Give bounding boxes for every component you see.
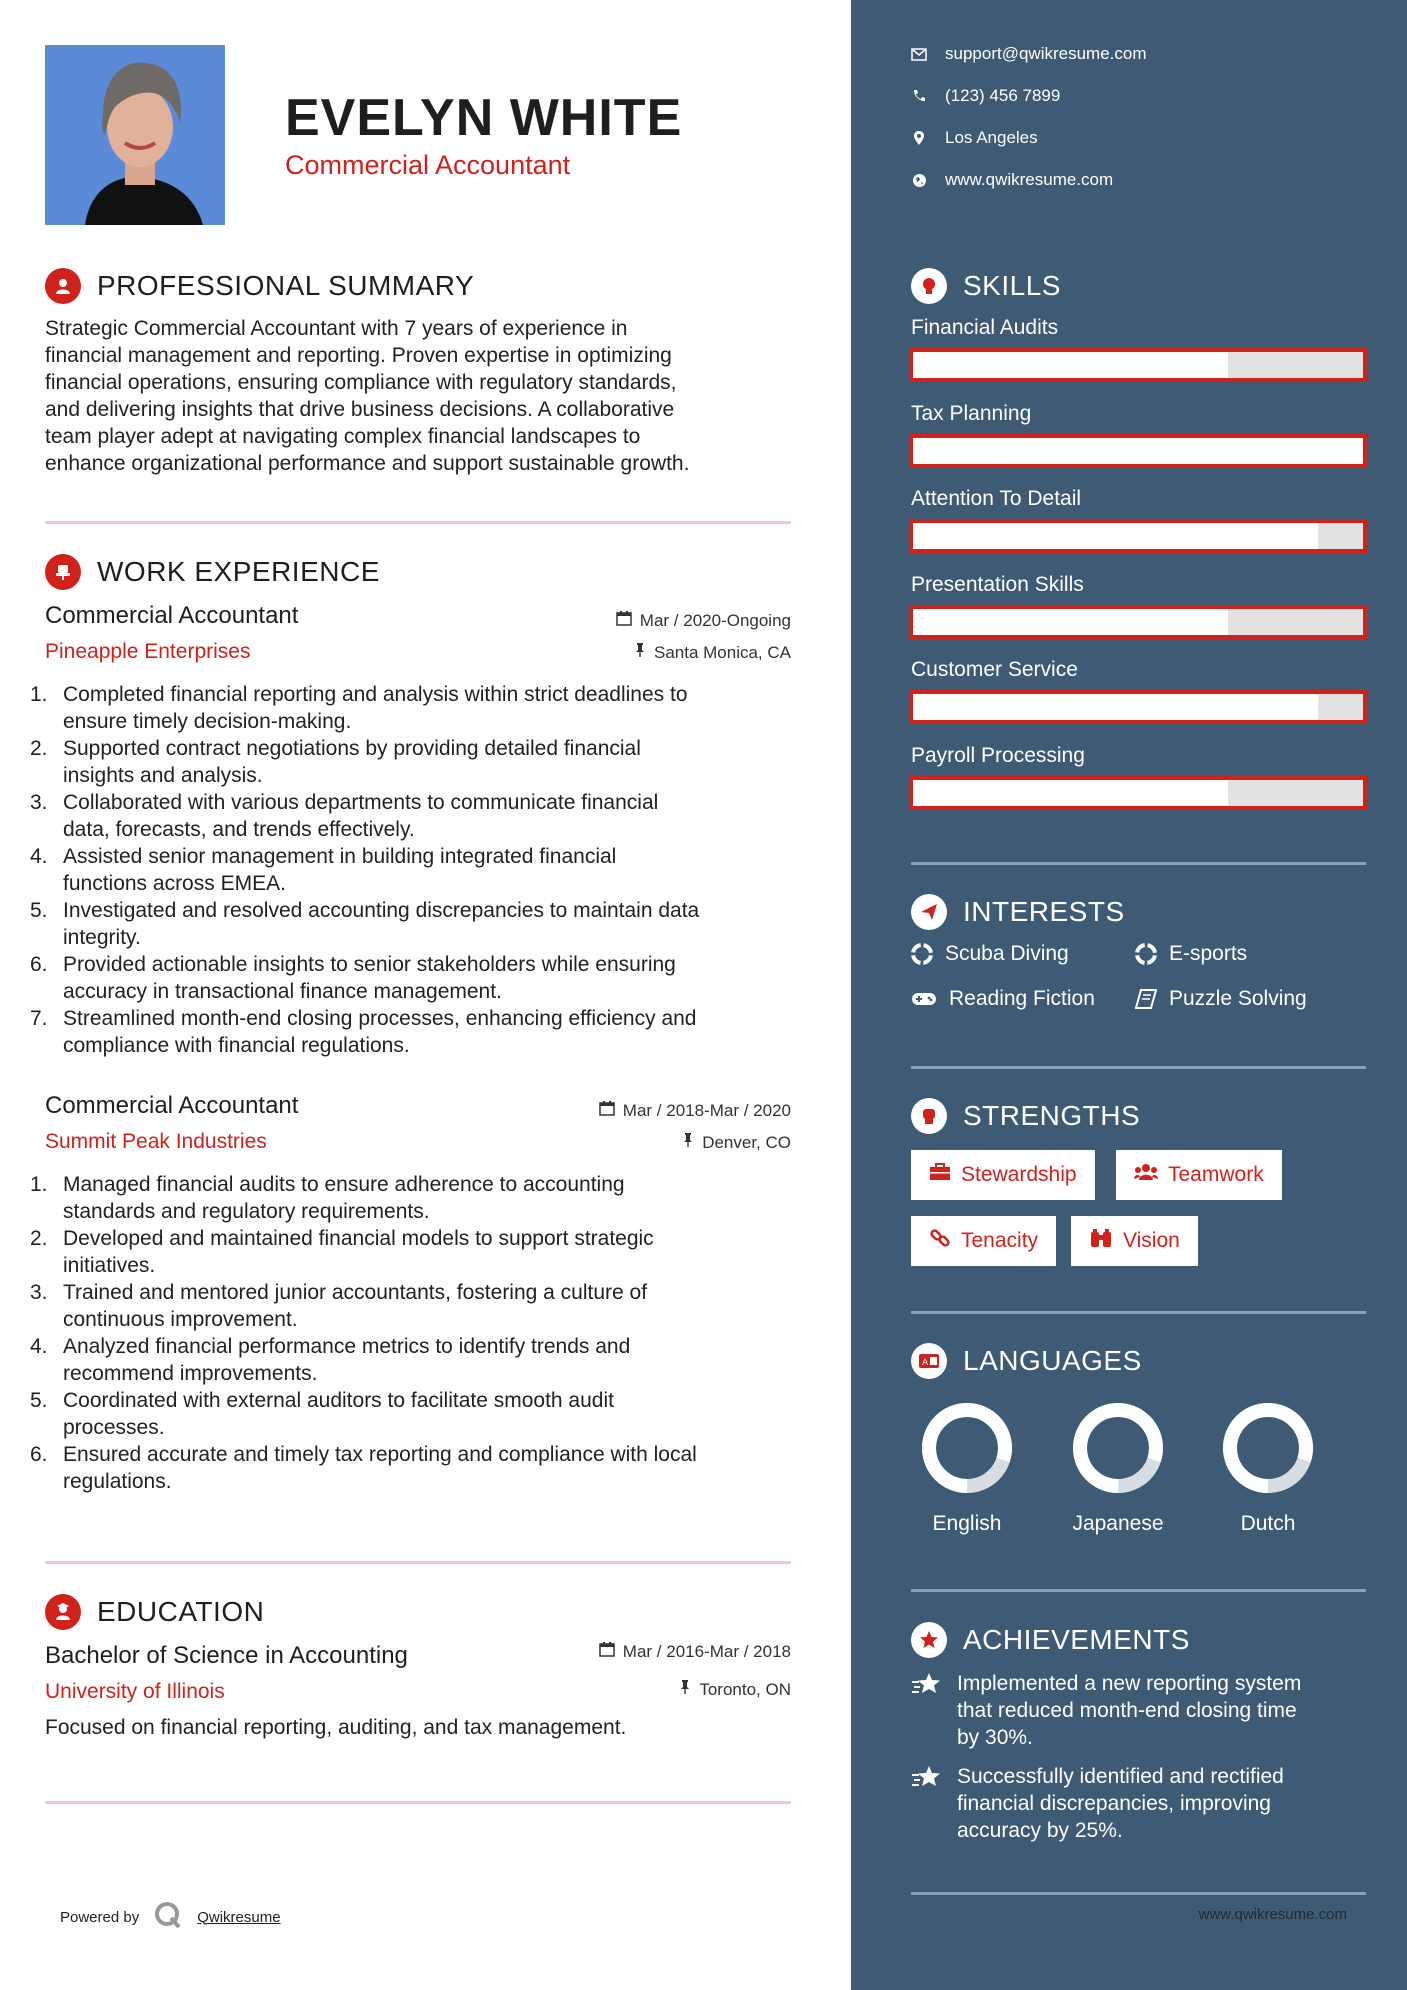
skill-bar-fill (913, 694, 1318, 720)
job-location-text: Denver, CO (702, 1132, 791, 1152)
language-ring (917, 1398, 1017, 1503)
skill-bar (909, 519, 1367, 553)
candidate-name: EVELYN WHITE (285, 89, 683, 147)
interests-heading (911, 894, 1125, 930)
contact-email[interactable] (911, 44, 1147, 64)
job-duties (30, 681, 800, 1059)
summary-line: Strategic Commercial Accountant with 7 years of experience in (45, 317, 628, 340)
job-dates (616, 610, 791, 631)
briefcase-chair-icon (45, 554, 81, 590)
skill-bar (909, 348, 1367, 382)
footer-url[interactable]: www.qwikresume.com (1198, 1906, 1347, 1923)
skill-label: Customer Service (911, 658, 1078, 681)
summary-line: team player adept at navigating complex financial landscapes to (45, 425, 641, 448)
language-ring (1068, 1398, 1168, 1503)
language-label: Japanese (1072, 1512, 1164, 1535)
experience-heading-text: WORK EXPERIENCE (97, 556, 380, 587)
strength-badge (1071, 1216, 1198, 1266)
job-dates (599, 1100, 791, 1121)
candidate-title: Commercial Accountant (285, 150, 571, 180)
skill-label: Payroll Processing (911, 743, 1085, 767)
achievements-heading (911, 1622, 1190, 1658)
powered-by (60, 1900, 281, 1934)
achievement-item: Successfully identified and rectified financial discrepancies, improving accuracy by 25%. (911, 1763, 1371, 1844)
education-location-text: Toronto, ON (699, 1679, 791, 1699)
sidebar-divider (911, 1066, 1366, 1069)
interests-heading-text: INTERESTS (963, 896, 1125, 927)
education-location (679, 1679, 791, 1700)
skills-heading-text: SKILLS (963, 270, 1061, 301)
strength-label: Stewardship (961, 1163, 1077, 1186)
skill-bar-fill (913, 438, 1363, 464)
job-location (634, 642, 791, 663)
education-dates-text: Mar / 2016-Mar / 2018 (622, 1641, 791, 1661)
list-item: 2. Developed and maintained financial models to support strategic initiatives. (30, 1227, 654, 1277)
strength-badge (911, 1150, 1095, 1200)
degree: Bachelor of Science in Accounting (45, 1642, 408, 1669)
list-item: 5. Investigated and resolved accounting discrepancies to maintain data integrity. (30, 899, 700, 949)
skill-bar (909, 776, 1367, 810)
education-description: Focused on financial reporting, auditing, and tax management. (45, 1716, 627, 1739)
skill-bar-fill (913, 523, 1318, 549)
strength-label: Vision (1123, 1229, 1180, 1252)
sidebar (851, 0, 1407, 1990)
interest-label: E-sports (1169, 942, 1248, 965)
job-title: Commercial Accountant (45, 602, 299, 629)
skills-heading (911, 268, 1061, 304)
interest-label: Reading Fiction (949, 987, 1095, 1010)
achievements-heading-text: ACHIEVEMENTS (963, 1624, 1190, 1655)
profile-photo (45, 45, 225, 225)
skill-bar-fill (913, 609, 1228, 635)
briefcase-icon (929, 1163, 951, 1187)
strengths-heading (911, 1098, 1140, 1134)
qwikresume-logo-icon (153, 1900, 183, 1934)
interest-item (911, 987, 1095, 1011)
list-item: 4. Assisted senior management in building integrated financial functions across EMEA. (30, 845, 617, 895)
education-heading-text: EDUCATION (97, 1596, 265, 1627)
star-icon (911, 1765, 943, 1844)
education-heading (45, 1594, 264, 1630)
contact-location-text: Los Angeles (945, 128, 1038, 147)
life-ring-icon (911, 943, 933, 965)
qwikresume-link[interactable]: Qwikresume (197, 1908, 281, 1926)
job-location-text: Santa Monica, CA (653, 642, 791, 662)
language-label: English (932, 1512, 1002, 1535)
pin-icon (679, 1679, 691, 1700)
star-badge-icon (911, 1622, 947, 1658)
list-item: 2. Supported contract negotiations by providing detailed financial insights and analysis. (30, 737, 641, 787)
lightbulb-icon (911, 268, 947, 304)
achievement-item: Implemented a new reporting system that reduced month-end closing time by 30%. (911, 1670, 1371, 1751)
section-divider (45, 521, 791, 524)
fist-icon (911, 1098, 947, 1134)
summary-text (45, 315, 795, 477)
envelope-icon (911, 46, 927, 62)
skill-bar-fill (913, 780, 1228, 806)
interest-item (1135, 987, 1307, 1011)
job-dates-text: Mar / 2020-Ongoing (639, 610, 791, 630)
skill-label: Tax Planning (911, 401, 1032, 425)
users-icon (1134, 1163, 1158, 1187)
powered-by-text: Powered by (60, 1908, 140, 1926)
summary-line: financial management and reporting. Proven expertise in optimizing (45, 344, 672, 367)
job-company: Summit Peak Industries (45, 1130, 267, 1153)
list-item: 1. Managed financial audits to ensure adherence to accounting standards and regulatory requirements. (30, 1173, 625, 1223)
gamepad-icon (911, 991, 937, 1007)
paper-plane-icon (911, 894, 947, 930)
strength-badge (1116, 1150, 1282, 1200)
calendar-icon (616, 610, 632, 631)
interest-label: Puzzle Solving (1169, 987, 1307, 1010)
list-item: 6. Ensured accurate and timely tax reporting and compliance with local regulations. (30, 1443, 697, 1493)
list-item: 5. Coordinated with external auditors to facilitate smooth audit processes. (30, 1389, 614, 1439)
star-icon (911, 1672, 943, 1751)
strengths-heading-text: STRENGTHS (963, 1100, 1141, 1131)
language-label: Dutch (1240, 1512, 1296, 1535)
job-title: Commercial Accountant (45, 1092, 299, 1119)
skill-label: Financial Audits (911, 316, 1059, 339)
summary-line: enhance organizational performance and support sustainable growth. (45, 452, 690, 475)
summary-line: and delivering insights that drive business decisions. A collaborative (45, 398, 675, 421)
contact-phone[interactable] (911, 86, 1060, 106)
skill-bar-fill (913, 352, 1228, 378)
calendar-icon (599, 1641, 615, 1662)
globe-icon (911, 172, 927, 188)
link-icon (929, 1227, 951, 1255)
contact-website[interactable] (911, 170, 1113, 190)
list-item: 6. Provided actionable insights to senior stakeholders while ensuring accuracy in transactional finance management. (30, 953, 676, 1003)
job-location (682, 1132, 791, 1153)
section-divider (45, 1561, 791, 1564)
job-duties (30, 1171, 800, 1495)
languages-heading-text: LANGUAGES (963, 1345, 1142, 1376)
map-pin-icon (911, 130, 927, 146)
skill-bar (909, 434, 1367, 468)
interest-item (1135, 942, 1247, 966)
strength-label: Tenacity (961, 1229, 1039, 1252)
book-icon (1135, 989, 1157, 1009)
contact-website-text: www.qwikresume.com (945, 170, 1114, 189)
school: University of Illinois (45, 1680, 225, 1703)
contact-phone-text: (123) 456 7899 (945, 86, 1061, 105)
list-item: 3. Collaborated with various departments to communicate financial data, forecasts, and trends effectively. (30, 791, 659, 841)
skill-label: Presentation Skills (911, 572, 1084, 596)
sidebar-divider (911, 1311, 1366, 1314)
list-item: 3. Trained and mentored junior accountants, fostering a culture of continuous improvement. (30, 1281, 648, 1331)
strength-label: Teamwork (1168, 1163, 1264, 1186)
contact-location (911, 128, 1038, 148)
graduate-icon (45, 1594, 81, 1630)
education-dates (599, 1641, 791, 1662)
summary-heading-text: PROFESSIONAL SUMMARY (97, 270, 475, 301)
interest-item (911, 942, 1069, 966)
interest-label: Scuba Diving (945, 942, 1069, 965)
experience-heading (45, 554, 380, 590)
sidebar-divider (911, 862, 1366, 865)
user-icon (45, 268, 81, 304)
list-item: 7. Streamlined month-end closing processes, enhancing efficiency and compliance with financial regulations. (30, 1007, 697, 1057)
pin-icon (634, 642, 646, 663)
languages-heading (911, 1343, 1142, 1379)
summary-heading (45, 268, 474, 304)
translate-icon (911, 1343, 947, 1379)
skill-label: Attention To Detail (911, 487, 1082, 510)
calendar-icon (599, 1100, 615, 1121)
summary-line: financial operations, ensuring compliance with regulatory standards, (45, 371, 677, 394)
language-ring (1218, 1398, 1318, 1503)
list-item: 1. Completed financial reporting and analysis within strict deadlines to ensure timely decision-making. (30, 683, 688, 733)
job-dates-text: Mar / 2018-Mar / 2020 (622, 1100, 791, 1120)
strength-badge (911, 1216, 1056, 1266)
section-divider (45, 1801, 791, 1804)
phone-icon (911, 88, 927, 104)
svg-text:A: A (922, 1358, 929, 1368)
sidebar-divider (911, 1589, 1366, 1592)
contact-email-text: support@qwikresume.com (945, 44, 1147, 63)
sidebar-divider (911, 1892, 1366, 1895)
job-company: Pineapple Enterprises (45, 640, 251, 663)
pin-icon (682, 1132, 694, 1153)
list-item: 4. Analyzed financial performance metrics to identify trends and recommend improvements. (30, 1335, 631, 1385)
skill-bar (909, 690, 1367, 724)
binoculars-icon (1089, 1228, 1113, 1254)
life-ring-icon (1135, 943, 1157, 965)
skill-bar (909, 605, 1367, 639)
